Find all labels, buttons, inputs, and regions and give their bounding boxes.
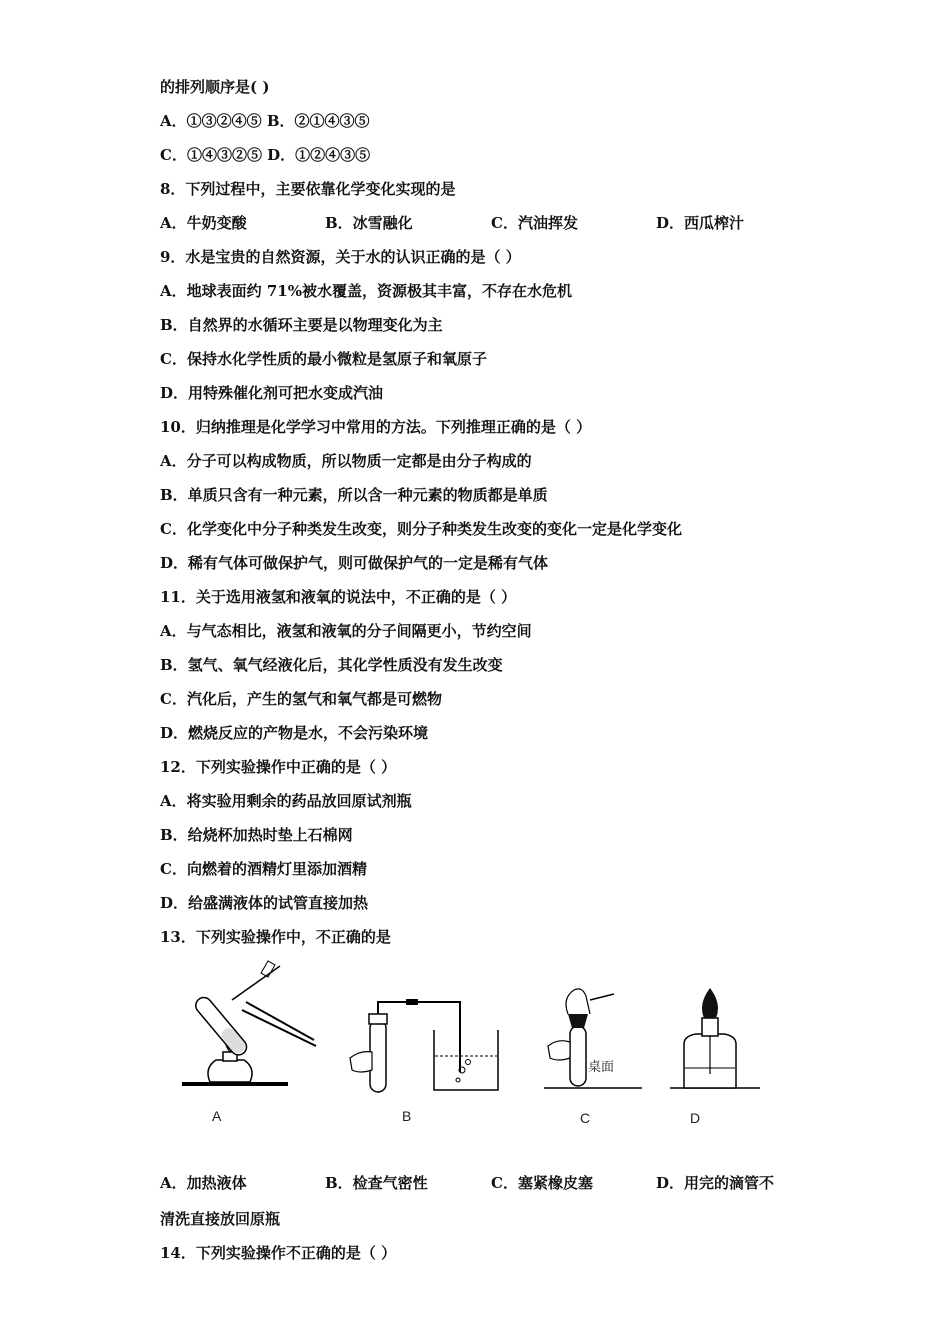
q7-options-cd: C．①④③②⑤ D．①②④③⑤	[160, 146, 371, 164]
q8-option-a: A．牛奶变酸	[160, 214, 247, 232]
q11-option-d: D．燃烧反应的产物是水，不会污染环境	[160, 724, 429, 742]
figure-b-airtightness	[350, 990, 510, 1100]
q8-option-d: D．西瓜榨汁	[656, 214, 745, 232]
q7-options-ab: A．①③②④⑤ B．②①④③⑤	[160, 112, 370, 130]
q11-option-b: B．氢气、氧气经液化后，其化学性质没有发生改变	[160, 656, 503, 674]
q9-option-c: C．保持水化学性质的最小微粒是氢原子和氧原子	[160, 350, 487, 368]
q8-stem: 8．下列过程中，主要依靠化学变化实现的是	[160, 180, 456, 198]
q13-option-b: B．检查气密性	[325, 1174, 428, 1192]
q9-stem: 9．水是宝贵的自然资源，关于水的认识正确的是（ ）	[160, 248, 521, 266]
q9-option-a: A．地球表面约 71%被水覆盖，资源极其丰富，不存在水危机	[160, 282, 572, 300]
q13-option-d: D．用完的滴管不	[656, 1174, 775, 1192]
figure-d-dropper-bottle	[670, 984, 770, 1098]
q10-stem: 10．归纳推理是化学学习中常用的方法。下列推理正确的是（ ）	[160, 418, 592, 436]
figure-a-heating-liquid	[180, 960, 320, 1090]
q12-option-a: A．将实验用剩余的药品放回原试剂瓶	[160, 792, 412, 810]
q7-stem-tail: 的排列顺序是( )	[160, 78, 270, 96]
q13-option-c: C．塞紧橡皮塞	[491, 1174, 593, 1192]
q13-option-d-continued: 清洗直接放回原瓶	[160, 1210, 281, 1228]
figure-label-d: D	[690, 1110, 701, 1126]
figure-label-b: B	[402, 1108, 412, 1124]
q11-option-c: C．汽化后，产生的氢气和氧气都是可燃物	[160, 690, 442, 708]
figure-label-c: C	[580, 1110, 591, 1126]
q11-stem: 11．关于选用液氢和液氧的说法中，不正确的是（ ）	[160, 588, 517, 606]
q10-option-d: D．稀有气体可做保护气，则可做保护气的一定是稀有气体	[160, 554, 549, 572]
figure-label-a: A	[212, 1108, 222, 1124]
q14-stem: 14．下列实验操作不正确的是（ ）	[160, 1244, 397, 1262]
q9-option-b: B．自然界的水循环主要是以物理变化为主	[160, 316, 443, 334]
q10-option-a: A．分子可以构成物质，所以物质一定都是由分子构成的	[160, 452, 532, 470]
q13-option-a: A．加热液体	[160, 1174, 247, 1192]
q8-option-c: C．汽油挥发	[491, 214, 578, 232]
q12-stem: 12．下列实验操作中正确的是（ ）	[160, 758, 397, 776]
q8-option-b: B．冰雪融化	[325, 214, 413, 232]
q12-option-c: C．向燃着的酒精灯里添加酒精	[160, 860, 367, 878]
q10-option-c: C．化学变化中分子种类发生改变，则分子种类发生改变的变化一定是化学变化	[160, 520, 682, 538]
figure-desk-label: 桌面	[588, 1060, 615, 1075]
q9-option-d: D．用特殊催化剂可把水变成汽油	[160, 384, 384, 402]
q10-option-b: B．单质只含有一种元素，所以含一种元素的物质都是单质	[160, 486, 548, 504]
figure-c-stopper	[538, 984, 648, 1098]
q11-option-a: A．与气态相比，液氢和液氧的分子间隔更小，节约空间	[160, 622, 532, 640]
q13-stem: 13．下列实验操作中，不正确的是	[160, 928, 391, 946]
q12-option-b: B．给烧杯加热时垫上石棉网	[160, 826, 353, 844]
q12-option-d: D．给盛满液体的试管直接加热	[160, 894, 369, 912]
q13-figure	[170, 960, 790, 1140]
